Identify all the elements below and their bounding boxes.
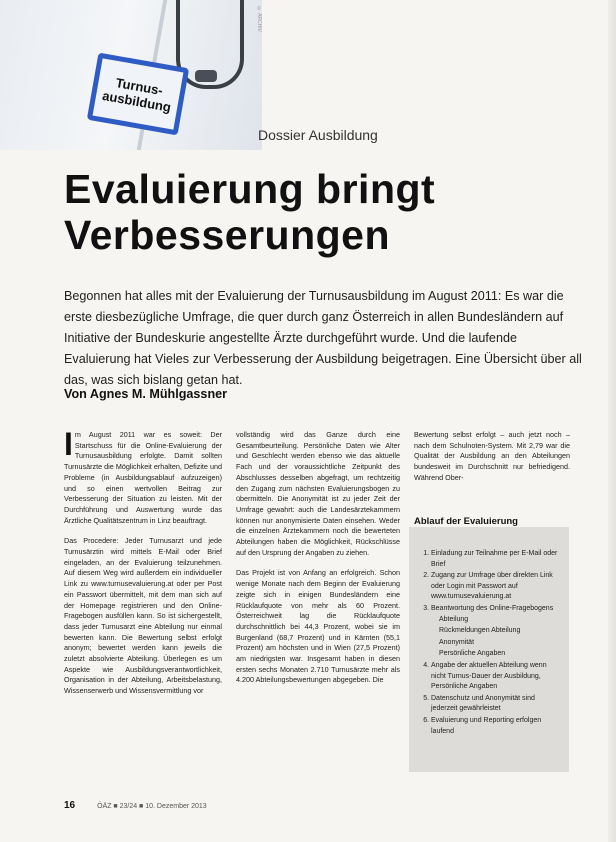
page-edge: [608, 0, 616, 842]
info-box: [409, 527, 569, 772]
article-author: Von Agnes M. Mühlgassner: [64, 387, 228, 401]
header-photo: [0, 0, 262, 150]
footer-text: ÖÄZ ■ 23/24 ■ 10. Dezember 2013: [97, 803, 207, 810]
name-badge: [87, 53, 189, 136]
text-column-2: [236, 430, 400, 696]
process-list: [409, 527, 569, 737]
article-title: Evaluierung bringt Verbesserungen: [64, 166, 436, 258]
article-lead: Begonnen hat alles mit der Evaluierung der Turnusausbildung im August 2011: Es war die erste diesbezügliche Umfrage, die quer durch ganz Österreich in allen Bundesländern auf Initiative der Bundeskurie angestellte Ärzte durchgeführt wurde. Und die laufende Evaluierung hat Vieles zur Verbesserung der Ausbildung beigetragen. Eine Übersicht über all das, was sich bislang getan hat.: [64, 289, 582, 387]
sub-item: Persönliche Angaben: [439, 650, 506, 658]
sub-item: Anonymität: [439, 638, 475, 646]
sub-list: [431, 615, 563, 660]
page-footer: [64, 800, 207, 811]
page-number: 16: [64, 800, 76, 811]
stethoscope-chestpiece: [195, 70, 217, 82]
paragraph: vollständig wird das Ganze durch eine Gesamtbeurteilung. Persönliche Daten wie Alter und Geschlecht werden ebenso wie das aktuelle Fach und der voraussichtliche Zeitpunkt des Abschlusses desselben abgefragt, um rechtzeitig den Zugang zum nächsten Evaluierungsbogen zu übermitteln. Die Anonymität ist zu jeder Zeit der Umfrage gewahrt: auch die Landesärztekammern können nur anonymisierte Daten einsehen. Weder die einzelnen Ärztekammern noch die bewerteten Abteilungen haben die Möglichkeit, Rückschlüsse auf den Ursprung der Angaben zu ziehen.: [236, 430, 400, 557]
box-title: Ablauf der Evaluierung: [414, 516, 518, 527]
list-item-text: Beantwortung des Online-Fragebogens: [431, 604, 554, 612]
list-item: 5. Datenschutz und Anonymität sind jederzeit gewährleistet: [431, 694, 563, 715]
drop-cap: I: [64, 426, 73, 462]
photo-credit: © ARCHIV: [256, 6, 262, 33]
section-kicker: Dossier Ausbildung: [258, 127, 378, 143]
badge-text: Turnus- ausbildung: [101, 75, 173, 115]
paragraph: Bewertung selbst erfolgt – auch jetzt noch – nach dem Schulnoten-System. Mit 2,79 war die Qualität der Ausbildung an den Abteilungen bundesweit im Durchschnitt nur befriedigend. Während Ober-: [414, 430, 570, 482]
paragraph-text: m August 2011 war es soweit: Der Startschuss für die Online-Evaluierung der Turnusausbildung erfolgte. Damit sollten Turnusärzte die Möglichkeit erhalten, Defizite und Probleme (in Ausbildungsablauf aufzuzeigen) und so einen wertvollen Beitrag zur Verbesserung der Situation zu leisten. Mit der Durchführung und Auswertung wurde das Ärztliche Qualitätszentrum in Linz beauftragt.: [64, 430, 222, 525]
text-column-3: [414, 430, 570, 494]
list-item: 4. Angabe der aktuellen Abteilung wenn nicht Turnus-Dauer der Ausbildung, Persönliche Angaben: [431, 661, 563, 693]
list-item: 6. Evaluierung und Reporting erfolgen laufend: [431, 716, 563, 737]
paragraph: [64, 426, 222, 526]
list-item: 1. Einladung zur Teilnahme per E-Mail oder Brief: [431, 549, 563, 570]
paragraph: Das Procedere: Jeder Turnusarzt und jede Turnusärztin wird mittels E-Mail oder Brief eingeladen, an der Evaluierung teilzunehmen. Auf diesem Weg wird außerdem ein individueller Link zu www.turnusevaluierung.at oder per Post ein Passwort übermittelt, mit dem man sich auf der Homepage registrieren und den Online-Fragebogen ausfüllen kann. So ist sichergestellt, dass jeder Turnusarzt eine Abteilung nur einmal bewerten kann. Die Bewertung selbst erfolgt anonym; bewertet werden kann jeweils die zuletzt absolvierte Abteilung. Überlegen es um Aspekte wie Ausbildungsverantwortlichkeit, Organisation in der Abteilung, Arbeitsbelastung, Wissenserwerb und Wissensvermittlung vor: [64, 536, 222, 696]
paragraph: Das Projekt ist von Anfang an erfolgreich. Schon wenige Monate nach dem Beginn der Evaluierung zeigte sich in einigen Bundesländern eine Rücklaufquote von mehr als 60 Prozent. Österreichweit lag die Rücklaufquote durchschnittlich bei 44,3 Prozent, wobei sie im Burgenland (68,7 Prozent) und in Kärnten (55,1 Prozent) am höchsten und in Wien (27,5 Prozent) am niedrigsten war. Insgesamt haben in diesen ersten sechs Monaten 2.710 Turnusärzte mehr als 4.200 Abteilungsbewertungen abgegeben. Die: [236, 568, 400, 685]
list-item: 2. Zugang zur Umfrage über direkten Link oder Login mit Passwort auf www.turnusevaluierung.at: [431, 571, 563, 603]
list-item: [431, 604, 563, 660]
text-column-1: [64, 426, 222, 707]
sub-item: Abteilung: [439, 615, 469, 623]
sub-item: Rückmeldungen Abteilung: [439, 627, 521, 635]
